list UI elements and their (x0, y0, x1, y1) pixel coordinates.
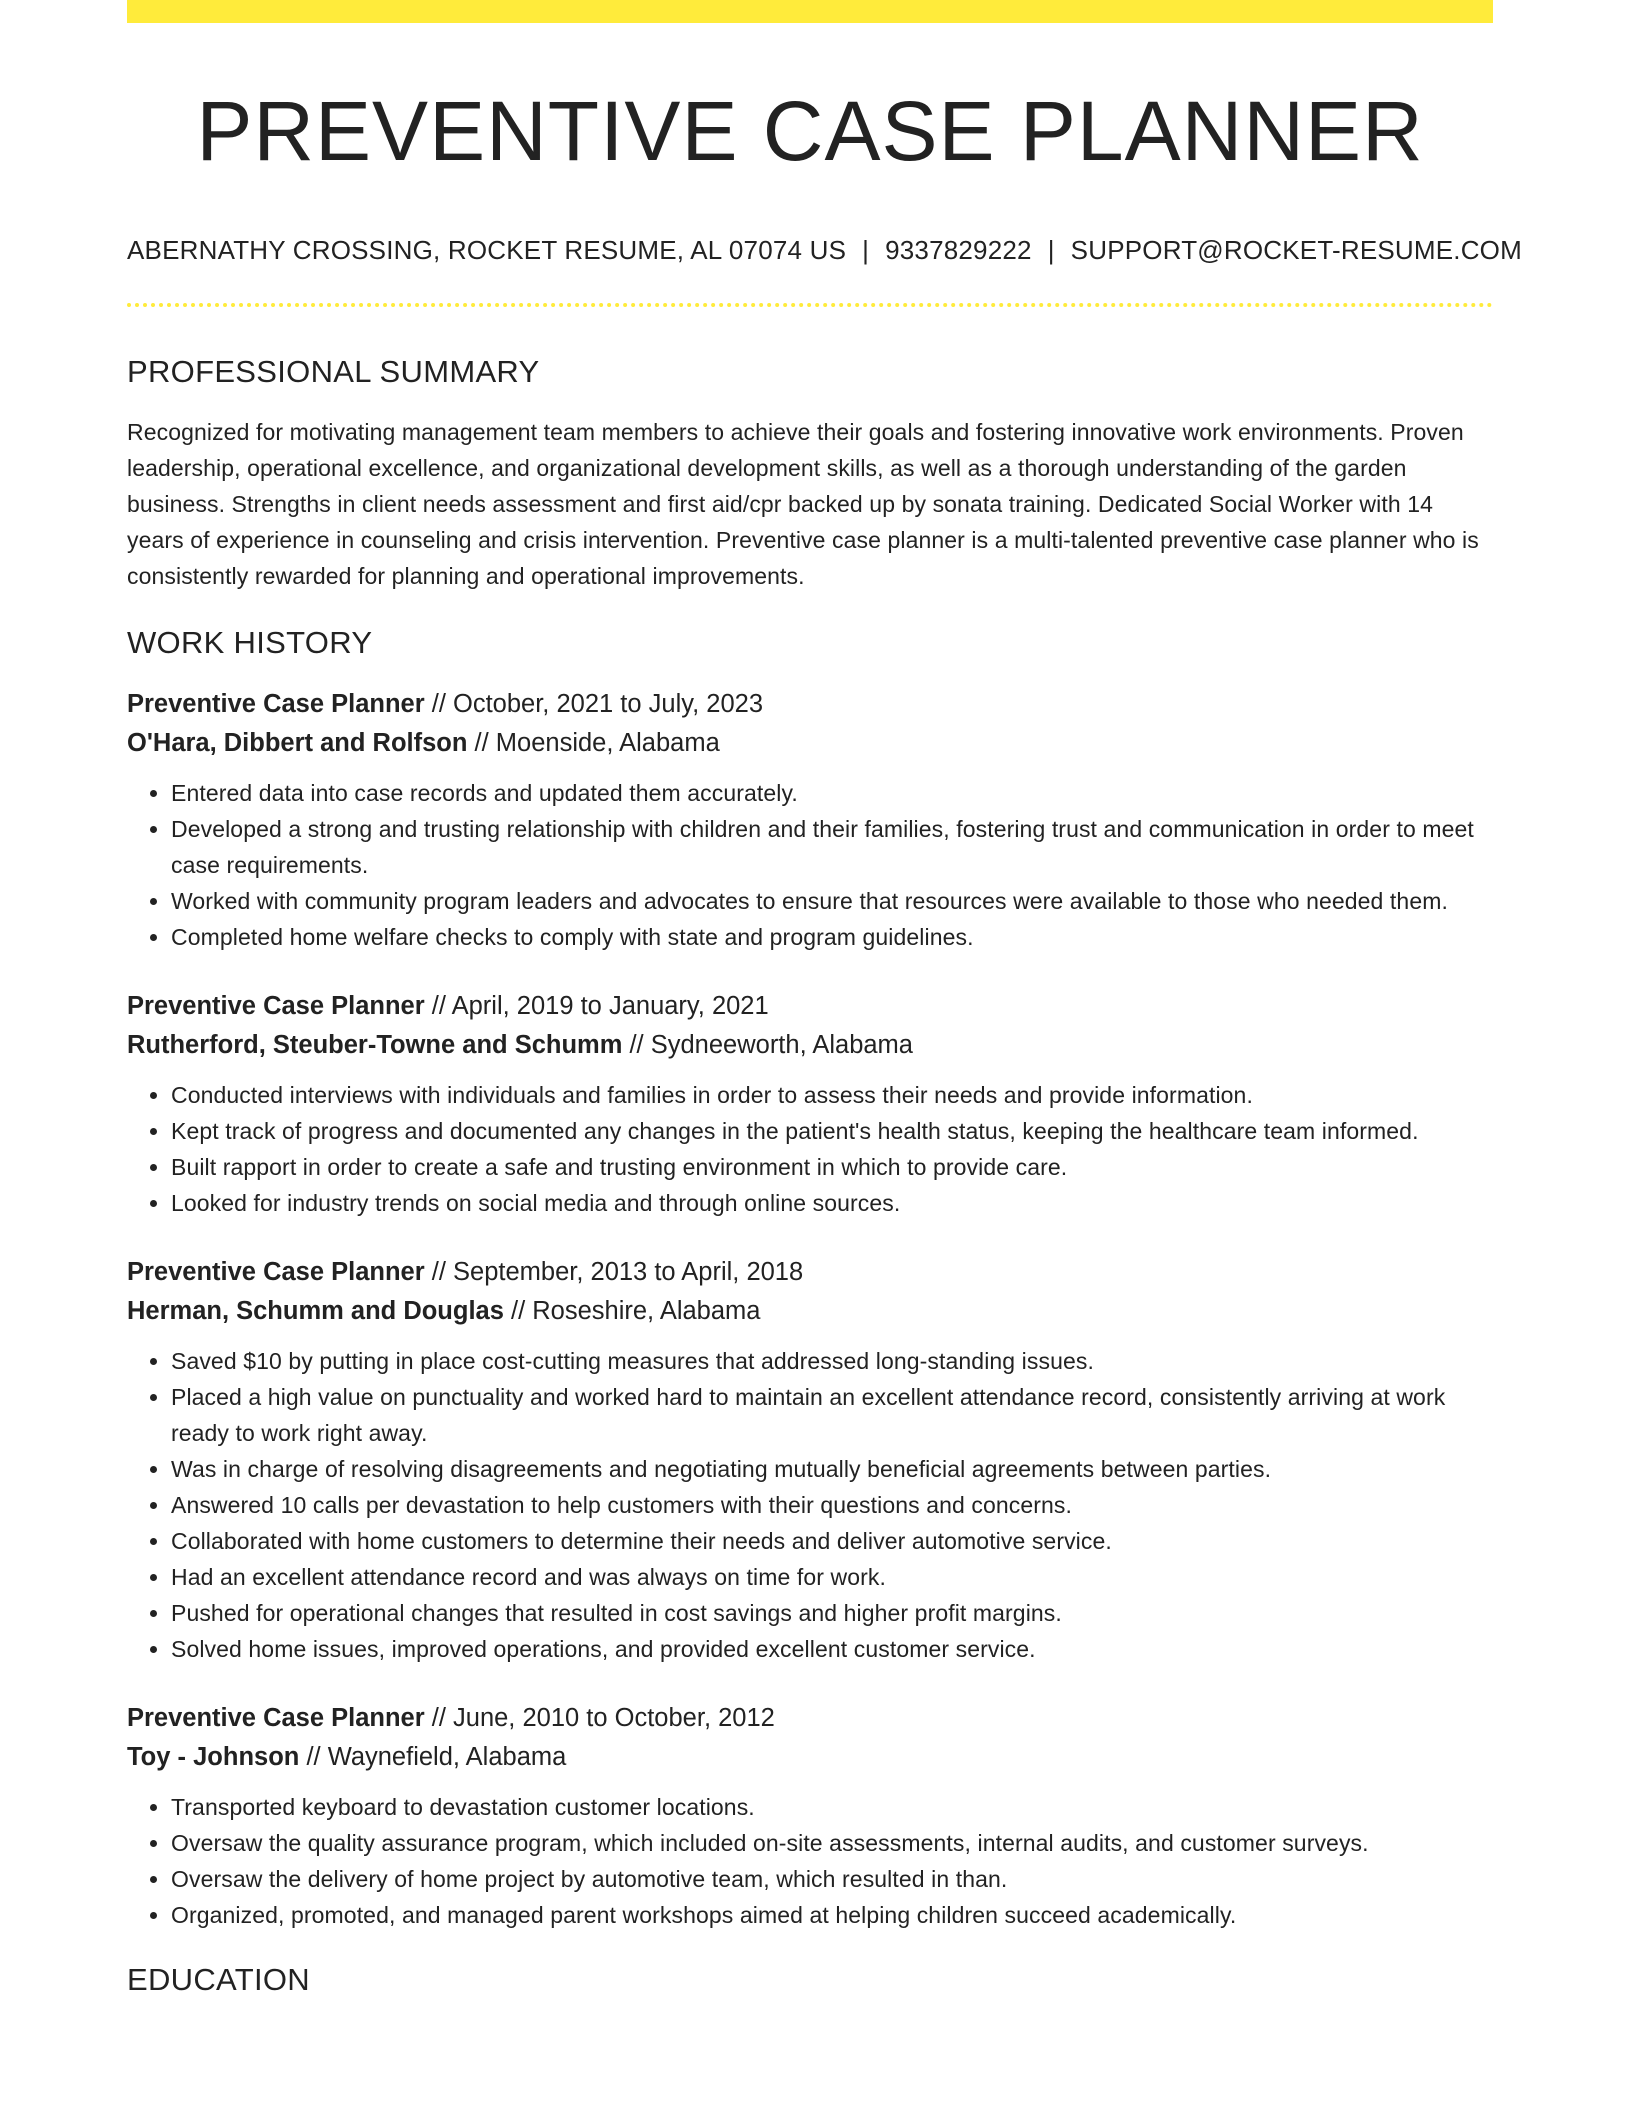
job-title-line (127, 1253, 1493, 1292)
job-company: Toy - Johnson (127, 1742, 300, 1771)
job-entry (127, 987, 1493, 1221)
job-location: // Waynefield, Alabama (299, 1742, 567, 1771)
job-bullet: • Answered 10 calls per devastation to help customers with their questions and concerns. (171, 1487, 1493, 1523)
job-title: Preventive Case Planner (127, 1703, 425, 1732)
contact-email: SUPPORT@ROCKET-RESUME.COM (1070, 235, 1522, 266)
contact-phone: 9337829222 (885, 235, 1032, 266)
job-location: // Moenside, Alabama (467, 728, 720, 757)
contact-separator: | (862, 235, 870, 266)
job-dates: // June, 2010 to October, 2012 (424, 1703, 775, 1732)
job-bullet: • Completed home welfare checks to comply with state and program guidelines. (171, 919, 1493, 955)
job-company-line (127, 1292, 1493, 1331)
job-bullet: • Solved home issues, improved operations, and provided excellent customer service. (171, 1631, 1493, 1667)
job-location: // Sydneeworth, Alabama (622, 1030, 913, 1059)
job-bullet: • Oversaw the quality assurance program, which included on-site assessments, internal audits, and customer surveys. (171, 1825, 1493, 1861)
job-bullet: • Entered data into case records and updated them accurately. (171, 775, 1493, 811)
job-entry (127, 685, 1493, 955)
job-company: O'Hara, Dibbert and Rolfson (127, 728, 468, 757)
section-title-work-history: WORK HISTORY (127, 624, 373, 660)
job-company: Herman, Schumm and Douglas (127, 1296, 504, 1325)
resume-title: PREVENTIVE CASE PLANNER (196, 84, 1424, 178)
job-bullet: • Collaborated with home customers to determine their needs and deliver automotive service. (171, 1523, 1493, 1559)
job-bullet: • Built rapport in order to create a safe and trusting environment in which to provide care. (171, 1149, 1493, 1185)
job-bullet: • Looked for industry trends on social media and through online sources. (171, 1185, 1493, 1221)
accent-top-bar (127, 0, 1493, 23)
job-title-line (127, 1699, 1493, 1738)
job-bullet: • Kept track of progress and documented any changes in the patient's health status, keeping the healthcare team informed. (171, 1113, 1493, 1149)
job-bullets (127, 1343, 1493, 1667)
job-company: Rutherford, Steuber-Towne and Schumm (127, 1030, 623, 1059)
job-dates: // October, 2021 to July, 2023 (424, 689, 763, 718)
job-bullet: • Saved $10 by putting in place cost-cutting measures that addressed long-standing issues. (171, 1343, 1493, 1379)
job-bullet: • Oversaw the delivery of home project by automotive team, which resulted in than. (171, 1861, 1493, 1897)
dotted-divider (127, 303, 1493, 307)
job-bullet: • Placed a high value on punctuality and worked hard to maintain an excellent attendance record, consistently arriving at work ready to work right away. (171, 1379, 1493, 1451)
job-bullet: • Conducted interviews with individuals and families in order to assess their needs and provide information. (171, 1077, 1493, 1113)
job-title: Preventive Case Planner (127, 991, 425, 1020)
job-entry (127, 1699, 1493, 1933)
contact-address: ABERNATHY CROSSING, ROCKET RESUME, AL 07074 US (127, 235, 847, 266)
job-bullet: • Was in charge of resolving disagreements and negotiating mutually beneficial agreements between parties. (171, 1451, 1493, 1487)
job-bullets (127, 775, 1493, 955)
job-bullets (127, 1789, 1493, 1933)
job-title-line (127, 987, 1493, 1026)
job-entry (127, 1253, 1493, 1667)
job-bullet: • Transported keyboard to devastation customer locations. (171, 1789, 1493, 1825)
job-title: Preventive Case Planner (127, 689, 425, 718)
job-bullet: • Pushed for operational changes that resulted in cost savings and higher profit margins. (171, 1595, 1493, 1631)
section-title-education: EDUCATION (127, 1961, 310, 1997)
job-dates: // September, 2013 to April, 2018 (424, 1257, 804, 1286)
summary-text: Recognized for motivating management team members to achieve their goals and fostering innovative work environments. Proven leadership, operational excellence, and organizational development skills, as well as a thorough understanding of the garden business. Strengths in client needs assessment and first aid/cpr backed up by sonata training. Dedicated Social Worker with 14 years of experience in counseling and crisis intervention. Preventive case planner is a multi-talented preventive case planner who is consistently rewarded for planning and operational improvements. (127, 418, 1479, 589)
job-bullet: • Developed a strong and trusting relationship with children and their families, fostering trust and communication in order to meet case requirements. (171, 811, 1493, 883)
job-dates: // April, 2019 to January, 2021 (424, 991, 769, 1020)
job-location: // Roseshire, Alabama (503, 1296, 761, 1325)
job-title: Preventive Case Planner (127, 1257, 425, 1286)
job-bullet: • Organized, promoted, and managed parent workshops aimed at helping children succeed academically. (171, 1897, 1493, 1933)
contact-line (127, 235, 1522, 266)
job-company-line (127, 1738, 1493, 1777)
job-company-line (127, 1026, 1493, 1065)
section-title-summary: PROFESSIONAL SUMMARY (127, 353, 540, 389)
job-company-line (127, 724, 1493, 763)
contact-separator: | (1047, 235, 1055, 266)
job-bullet: • Worked with community program leaders and advocates to ensure that resources were available to those who needed them. (171, 883, 1493, 919)
job-bullet: • Had an excellent attendance record and was always on time for work. (171, 1559, 1493, 1595)
resume-page (127, 0, 1522, 1998)
job-bullets (127, 1077, 1493, 1221)
job-title-line (127, 685, 1493, 724)
